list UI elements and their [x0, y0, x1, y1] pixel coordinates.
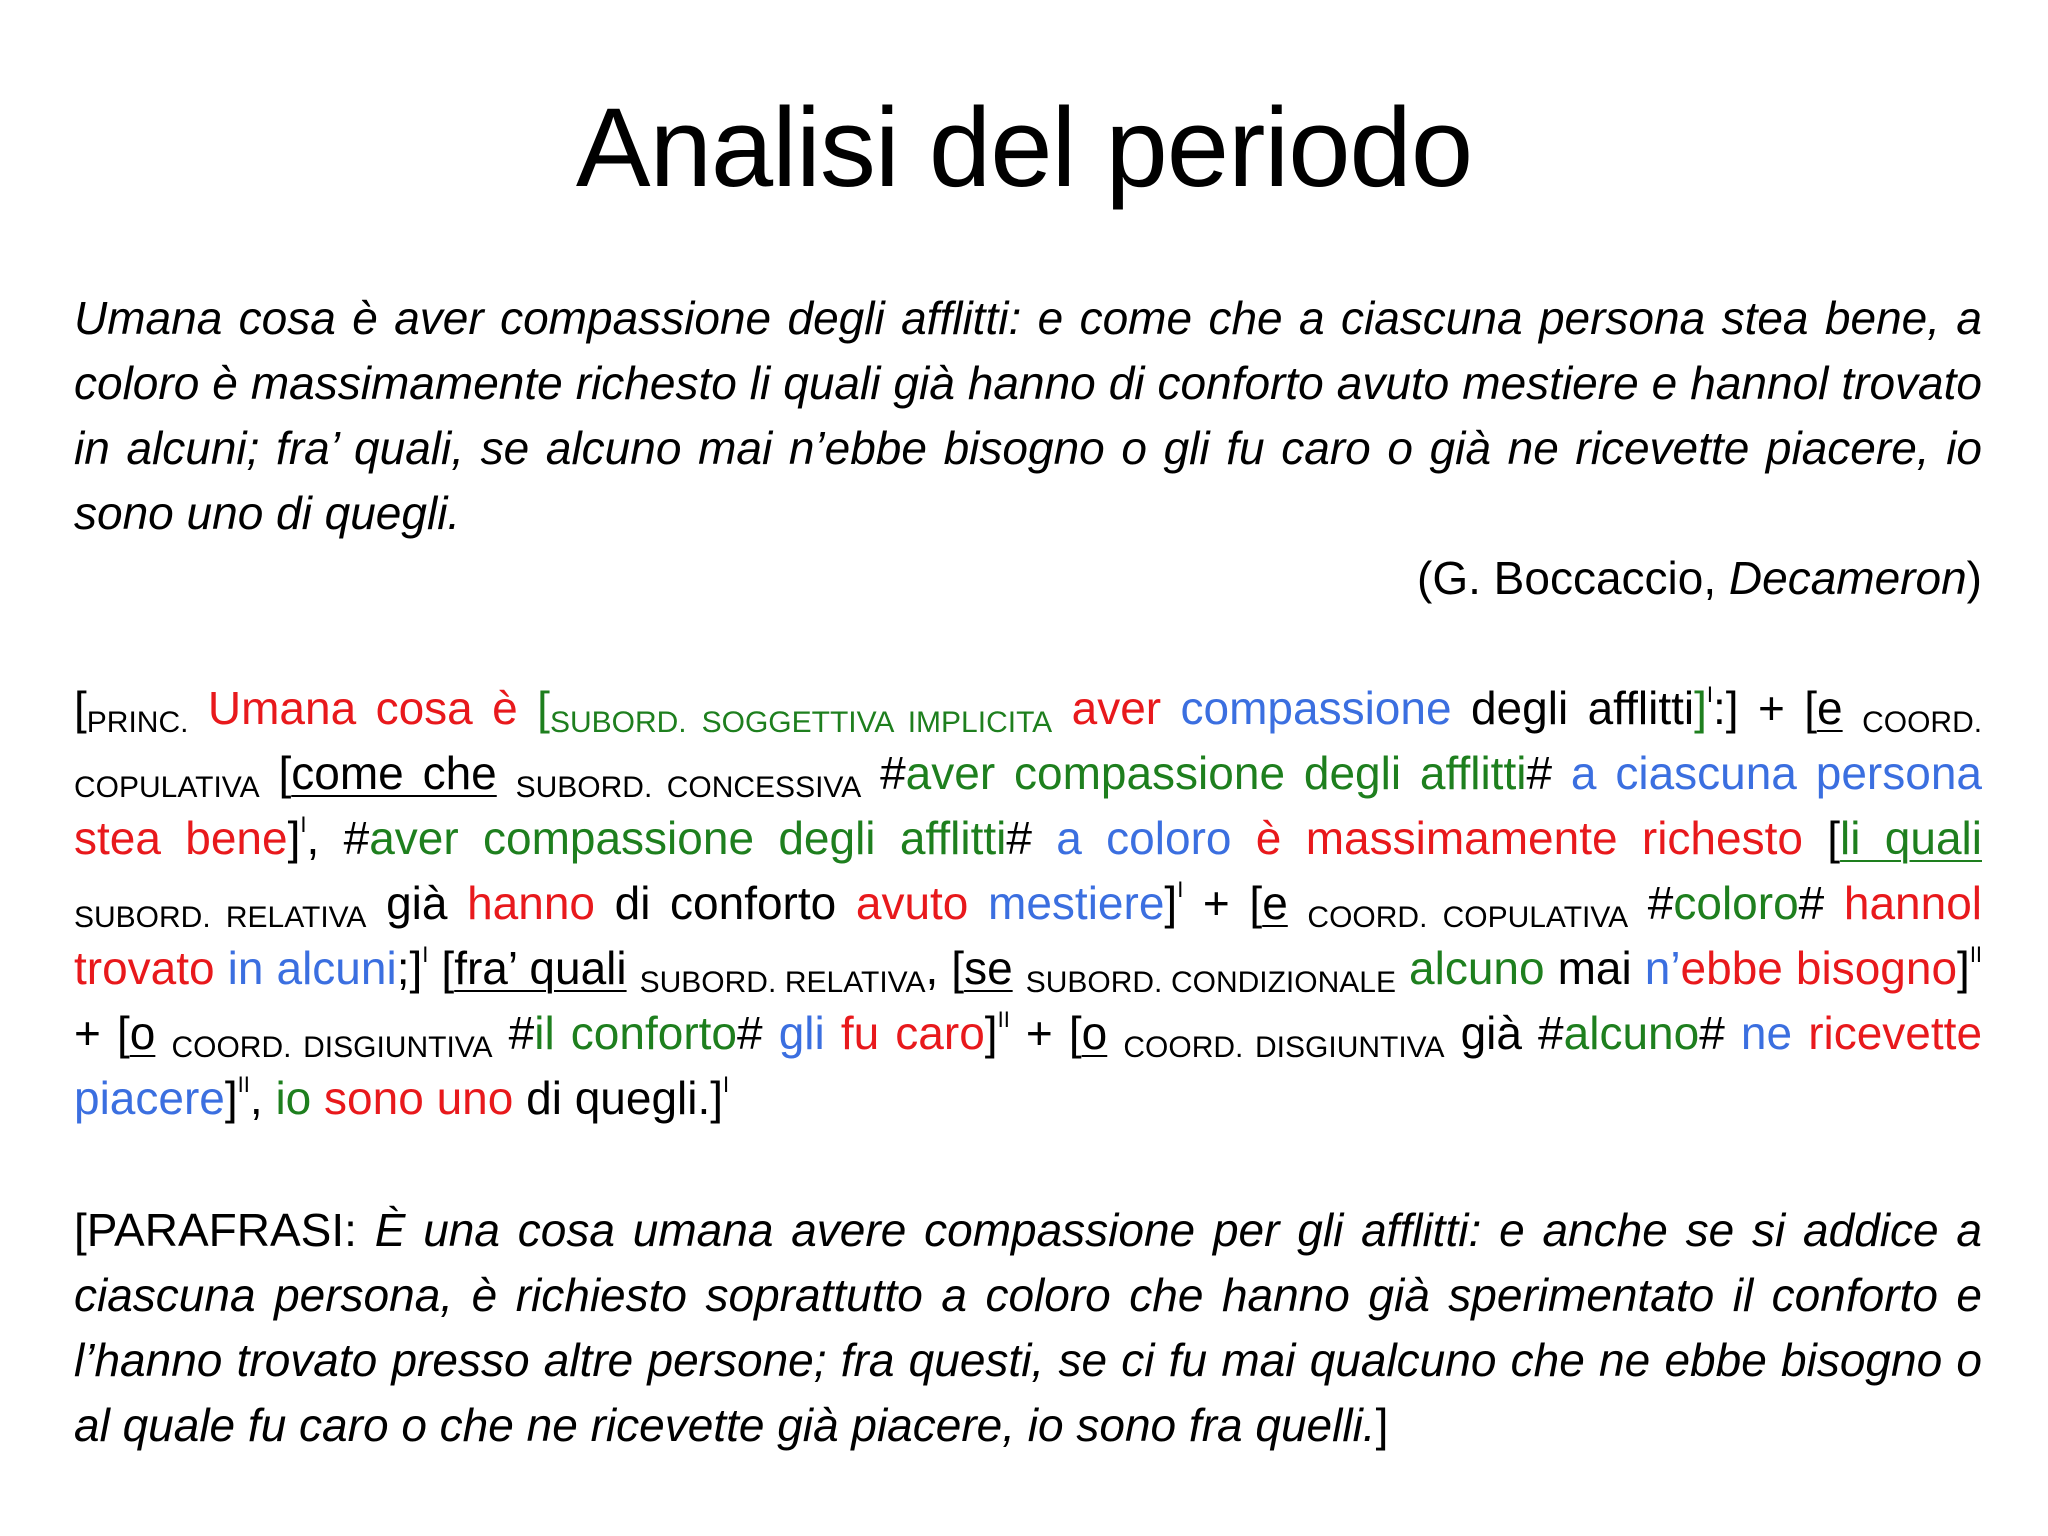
quote-text: Umana cosa è aver compassione degli afflitti: e come che a ciascuna persona stea bene, a coloro è massimamente richesto li quali già hanno di conforto avuto mestiere e hannol trovato in alcuni; fra’ quali, se alcuno mai n’ebbe bisogno o gli fu caro o già ne ricevette piacere, io sono uno di quegli. — [74, 292, 1982, 539]
analysis-segment: # — [1798, 877, 1844, 929]
analysis-segment: # — [1699, 1007, 1741, 1059]
paraphrase — [74, 1198, 1982, 1458]
analysis-segment — [311, 1072, 324, 1124]
analysis-segment: già — [366, 877, 468, 929]
analysis-segment: , — [249, 1072, 276, 1124]
clause-degree: I — [422, 942, 429, 967]
analysis-segment: aver compassione degli afflitti — [369, 812, 1007, 864]
analysis-segment: ] — [1164, 877, 1178, 929]
analysis-segment: alcuno — [1409, 942, 1545, 994]
clause-label: COORD. COPULATIVA — [74, 706, 1983, 804]
citation-prefix: (G. Boccaccio, — [1417, 552, 1729, 604]
slide-title: Analisi del periodo — [575, 85, 1473, 210]
analysis-segment: a coloro — [1056, 812, 1232, 864]
analysis-segment: alcuno — [1563, 1007, 1700, 1059]
analysis-segment — [968, 877, 988, 929]
analysis-segment: hannol trovato — [74, 877, 1983, 994]
analysis-segment: # — [492, 1007, 535, 1059]
analysis-segment: piacere — [74, 1072, 225, 1124]
analysis-segment — [497, 747, 516, 799]
analysis-segment: [ — [74, 682, 87, 734]
analysis-segment: # — [737, 1007, 779, 1059]
analysis-segment: [ — [1802, 812, 1841, 864]
analysis-segment: gli — [778, 1007, 825, 1059]
analysis-segment: se — [964, 942, 1013, 994]
clause-degree: I — [723, 1072, 730, 1097]
analysis-segment: e — [1817, 682, 1843, 734]
analysis-segment: io — [275, 1072, 312, 1124]
analysis-segment: e — [1262, 877, 1288, 929]
clause-degree: I — [1177, 877, 1184, 902]
analysis-segment: ;] — [396, 942, 423, 994]
analysis-segment: ebbe bisogno — [1680, 942, 1958, 994]
clause-label: SUBORD. RELATIVA — [639, 966, 926, 999]
clause-label: COORD. COPULATIVA — [1307, 901, 1629, 934]
analysis-segment: coloro — [1673, 877, 1799, 929]
clause-degree: II — [997, 1007, 1010, 1032]
clause-label: SUBORD. CONCESSIVA — [515, 771, 862, 804]
analysis-segment — [1843, 682, 1862, 734]
analysis-segment — [1052, 682, 1071, 734]
analysis-segment — [1161, 682, 1180, 734]
analysis-segment: stea bene — [74, 812, 288, 864]
clause-label: SUBORD. RELATIVA — [74, 901, 367, 934]
analysis-segment: in alcuni — [227, 942, 397, 994]
analysis-segment: + [ — [1183, 877, 1263, 929]
analysis-segment: compassione — [1180, 682, 1452, 734]
analysis-segment: # — [1006, 812, 1057, 864]
analysis-segment: + [ — [1009, 1007, 1082, 1059]
analysis-segment: [ — [428, 942, 455, 994]
analysis-segment — [1288, 877, 1308, 929]
paraphrase-text: È una cosa umana avere compassione per gli afflitti: e anche se si addice a ciascuna persona, è richiesto soprattutto a coloro che hanno già sperimentato il conforto e l’hanno trovato presso altre persone; fra questi, se ci fu mai qualcuno che ne ebbe bisogno o al quale fu caro o che ne ricevette già piacere, io sono fra quelli. — [74, 1204, 1983, 1451]
analysis-segment: o — [1081, 1007, 1108, 1059]
analysis-segment: [ — [259, 747, 292, 799]
analysis-segment: ] — [984, 1007, 998, 1059]
analysis-segment: hanno — [467, 877, 595, 929]
analysis-segment: o — [129, 1007, 156, 1059]
analysis-segment: fra’ quali — [454, 942, 627, 994]
analysis-segment — [188, 682, 207, 734]
citation — [1417, 546, 1982, 611]
analysis-segment: [ — [537, 682, 550, 734]
analysis-segment: fu caro — [840, 1007, 985, 1059]
analysis-segment: è massimamente richesto — [1255, 812, 1803, 864]
analysis-segment — [1396, 942, 1409, 994]
analysis-segment: aver — [1071, 682, 1162, 734]
analysis-segment: li quali — [1840, 812, 1982, 864]
analysis-segment: come che — [291, 747, 497, 799]
paraphrase-close: ] — [1375, 1399, 1389, 1451]
analysis-segment: Umana cosa è — [207, 682, 518, 734]
analysis-segment: , # — [306, 812, 370, 864]
period-analysis — [74, 676, 1982, 1131]
analysis-segment: mestiere — [988, 877, 1165, 929]
analysis-segment — [518, 682, 537, 734]
analysis-segment: a ciascuna persona — [1570, 747, 1982, 799]
analysis-segment: mai — [1544, 942, 1645, 994]
analysis-segment: aver compassione degli afflitti — [905, 747, 1527, 799]
analysis-segment: :] + [ — [1713, 682, 1818, 734]
analysis-segment — [215, 942, 228, 994]
clause-label: COORD. DISGIUNTIVA — [1123, 1031, 1445, 1064]
analysis-segment: # — [1526, 747, 1571, 799]
analysis-segment: di quegli.] — [513, 1072, 724, 1124]
clause-label: COORD. DISGIUNTIVA — [171, 1031, 493, 1064]
analysis-segment: n’ — [1644, 942, 1681, 994]
analysis-segment: ] — [287, 812, 301, 864]
analysis-segment: di conforto — [595, 877, 856, 929]
analysis-segment: , [ — [925, 942, 965, 994]
analysis-segment — [1013, 942, 1026, 994]
analysis-segment — [1231, 812, 1255, 864]
analysis-segment — [155, 1007, 171, 1059]
clause-label: PRINC. — [86, 706, 189, 739]
paraphrase-label: [PARAFRASI: — [74, 1204, 375, 1256]
analysis-segment: avuto — [855, 877, 969, 929]
clause-label: SUBORD. SOGGETTIVA IMPLICITA — [549, 706, 1053, 739]
citation-suffix: ) — [1966, 552, 1982, 604]
analysis-segment — [1107, 1007, 1123, 1059]
analysis-segment — [1792, 1007, 1808, 1059]
clause-degree: I — [300, 812, 307, 837]
analysis-segment: # — [861, 747, 906, 799]
clause-degree: II — [237, 1072, 250, 1097]
analysis-segment: già # — [1444, 1007, 1564, 1059]
clause-degree: II — [1969, 942, 1983, 967]
clause-label: SUBORD. CONDIZIONALE — [1025, 966, 1396, 999]
analysis-segment: ricevette — [1808, 1007, 1983, 1059]
analysis-segment: ] — [224, 1072, 238, 1124]
analysis-segment: ] — [1694, 682, 1707, 734]
analysis-segment: # — [1628, 877, 1674, 929]
analysis-segment: degli afflitti — [1451, 682, 1695, 734]
citation-work: Decameron — [1728, 552, 1967, 604]
analysis-segment — [825, 1007, 841, 1059]
analysis-segment: sono uno — [324, 1072, 514, 1124]
analysis-segment: ne — [1740, 1007, 1793, 1059]
analysis-segment: il conforto — [534, 1007, 738, 1059]
analysis-segment: + [ — [74, 1007, 130, 1059]
analysis-segment — [627, 942, 640, 994]
clause-degree: I — [1706, 682, 1714, 707]
analysis-segment: ] — [1957, 942, 1970, 994]
